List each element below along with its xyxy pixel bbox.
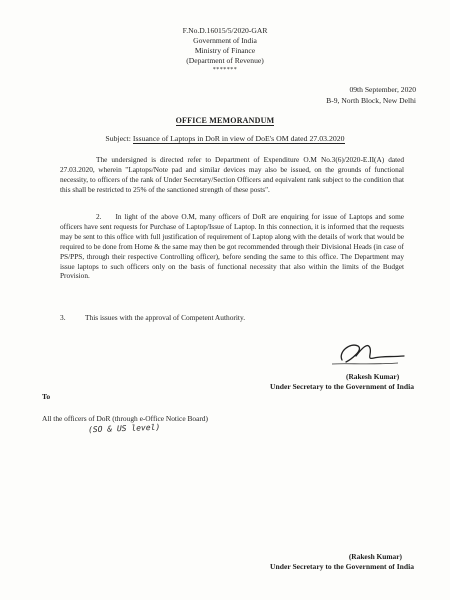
paragraph-3-number: 3. [60, 313, 66, 322]
memo-subject [0, 134, 450, 143]
paragraph-3 [60, 313, 245, 322]
letterhead-line-department: (Department of Revenue) [186, 56, 264, 65]
signature-scribble [328, 338, 410, 368]
subject-prefix: Subject: [105, 134, 133, 143]
paragraph-2-text: In light of the above O.M, many officers of DoR are enquiring for issue of Laptops and some officers have sent requests for Purchase of Laptop/Issue of Laptop. In this connection, it is informed that the requests may be sent to this office with full justification of requirement of Laptop along with the details of work that would be required to be done from Home & the same may then be got recommended through their Divisional Heads (in case of PS/PPS, through their respective Controlling officer), before sending the same to this office. The Department may issue laptops to such officers only on the basis of functional necessity that also within the limits of the Budget Provision. [60, 212, 405, 281]
memo-address: B-9, North Block, New Delhi [326, 96, 416, 105]
to-label: To [42, 392, 51, 401]
paragraph-1: The undersigned is directed refer to Department of Expenditure O.M No.3(6)/2020-E.II(A) dated 27.03.2020, wherein "Laptops/Note pad and similar devices may also be issued, on the grounds of functional necessity, to officers of the rank of Under Secretary/Section Officers and equivalent rank subject to the condition that this shall be restricted to 25% of the sanctioned strength of these posts". [60, 155, 404, 194]
subject-text: Issuance of Laptops in DoR in view of DoE's OM dated 27.03.2020 [132, 134, 345, 143]
paragraph-3-text: This issues with the approval of Competent Authority. [85, 313, 246, 322]
memo-date: 09th September, 2020 [349, 85, 416, 94]
letterhead [0, 26, 450, 74]
memo-title-text: OFFICE MEMORANDUM [175, 116, 275, 125]
signatory-name-bottom: (Rakesh Kumar) [348, 552, 402, 561]
signatory-designation-bottom: Under Secretary to the Government of India [270, 562, 414, 571]
signatory-name: (Rakesh Kumar) [346, 372, 400, 381]
date-block [326, 84, 416, 106]
memo-title [0, 116, 450, 125]
letterhead-line-government: Government of India [193, 36, 257, 45]
paragraph-2-number: 2. [96, 212, 102, 221]
recipient-line: All the officers of DoR (through e-Office Notice Board) [42, 414, 208, 423]
letterhead-stars: ******* [212, 67, 238, 73]
signatory-designation: Under Secretary to the Government of India [270, 382, 414, 391]
file-number: F.No.D.16015/5/2020-GAR [182, 26, 268, 35]
paragraph-2 [60, 212, 404, 281]
handwritten-note: (SO & US level) [87, 422, 161, 435]
letterhead-line-ministry: Ministry of Finance [194, 46, 256, 55]
